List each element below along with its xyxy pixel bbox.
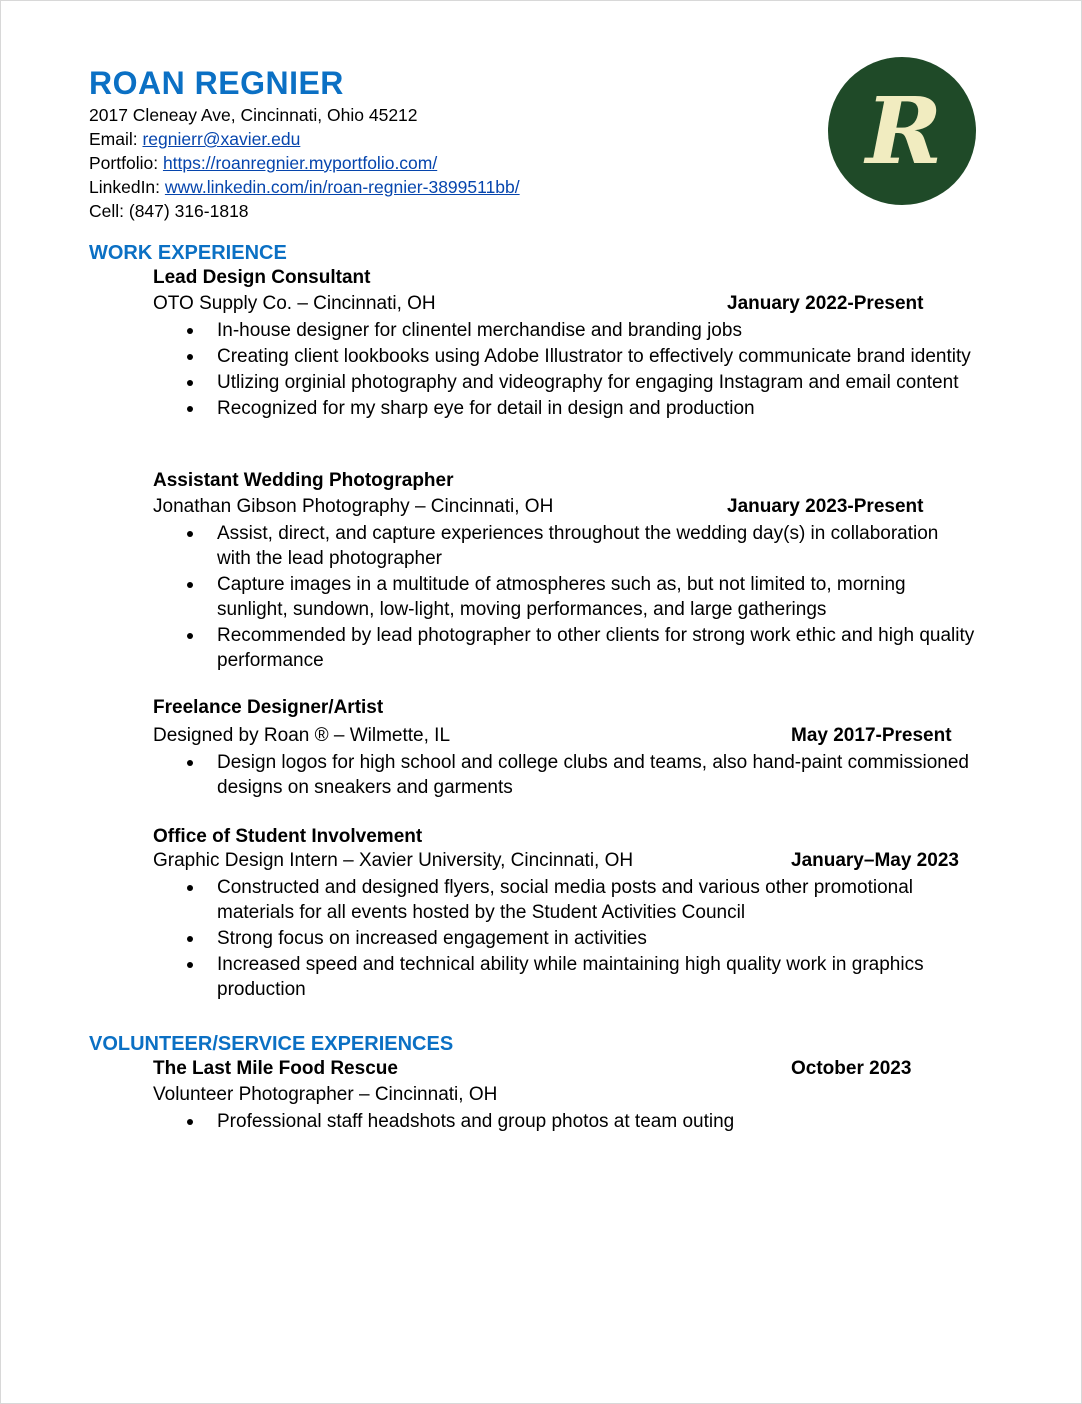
- bullet-item: [153, 875, 977, 925]
- bullet-dot-icon: [187, 531, 193, 537]
- job-org: Designed by Roan ® – Wilmette, IL: [153, 725, 451, 746]
- work-experience-heading: WORK EXPERIENCE: [89, 242, 287, 264]
- bullet-text: Increased speed and technical ability while maintaining high quality work in graphics production: [217, 954, 924, 1000]
- volunteer-org-line: [153, 1083, 983, 1107]
- contact-block: [89, 103, 520, 223]
- bullet-item: [153, 623, 977, 673]
- job-entry: [153, 825, 983, 1003]
- job-org: OTO Supply Co. – Cincinnati, OH: [153, 293, 436, 314]
- bullet-item: [153, 396, 977, 421]
- bullet-text: Creating client lookbooks using Adobe Illustrator to effectively communicate brand identity: [217, 346, 971, 367]
- linkedin-line: [89, 175, 520, 199]
- job-title: Lead Design Consultant: [153, 267, 371, 288]
- personal-logo: [828, 57, 976, 205]
- job-org-line: [153, 292, 983, 316]
- job-date: May 2017-Present: [791, 725, 952, 746]
- portfolio-link[interactable]: https://roanregnier.myportfolio.com/: [162, 153, 438, 173]
- bullet-item: [153, 370, 977, 395]
- job-org: Graphic Design Intern – Xavier University, Cincinnati, OH: [153, 850, 634, 871]
- linkedin-label: LinkedIn:: [89, 177, 165, 197]
- address: 2017 Cleneay Ave, Cincinnati, Ohio 45212: [89, 105, 418, 125]
- bullet-dot-icon: [187, 633, 193, 639]
- bullet-item: [153, 926, 977, 951]
- job-bullets: [153, 318, 983, 421]
- volunteer-entry: [153, 1057, 983, 1135]
- volunteer-org: Volunteer Photographer – Cincinnati, OH: [153, 1084, 498, 1105]
- job-org-line: [153, 849, 983, 873]
- job-bullets: [153, 875, 983, 1002]
- job-title: Freelance Designer/Artist: [153, 697, 384, 718]
- bullet-text: Recognized for my sharp eye for detail in design and production: [217, 398, 755, 419]
- volunteer-title-line: [153, 1057, 983, 1081]
- bullet-text: Constructed and designed flyers, social media posts and various other promotional materials for all events hosted by the Student Activities Council: [217, 877, 913, 923]
- volunteer-heading: VOLUNTEER/SERVICE EXPERIENCES: [89, 1033, 454, 1055]
- bullet-dot-icon: [187, 582, 193, 588]
- job-org: Jonathan Gibson Photography – Cincinnati, OH: [153, 496, 554, 517]
- bullet-dot-icon: [187, 328, 193, 334]
- bullet-item: [153, 1109, 977, 1134]
- bullet-text: Assist, direct, and capture experiences throughout the wedding day(s) in collaboration with the lead photographer: [217, 523, 939, 569]
- cell-phone: Cell: (847) 316-1818: [89, 201, 249, 221]
- job-org-line: [153, 724, 983, 748]
- bullet-item: [153, 750, 977, 800]
- bullet-item: [153, 318, 977, 343]
- bullet-dot-icon: [187, 354, 193, 360]
- job-bullets: [153, 750, 983, 800]
- volunteer-date: October 2023: [791, 1058, 912, 1079]
- bullet-text: Capture images in a multitude of atmospheres such as, but not limited to, morning sunlight, sundown, low-light, moving performances, and large gatherings: [217, 574, 906, 620]
- bullet-item: [153, 521, 977, 571]
- bullet-text: Utlizing orginial photography and videography for engaging Instagram and email content: [217, 372, 959, 393]
- email-label: Email:: [89, 129, 143, 149]
- bullet-dot-icon: [187, 885, 193, 891]
- bullet-dot-icon: [187, 380, 193, 386]
- job-date: January 2022-Present: [727, 293, 924, 314]
- bullet-text: Strong focus on increased engagement in activities: [217, 928, 647, 949]
- job-bullets: [153, 521, 983, 673]
- job-date: January–May 2023: [791, 850, 959, 871]
- linkedin-link[interactable]: www.linkedin.com/in/roan-regnier-3899511bb/: [164, 177, 520, 197]
- portfolio-line: [89, 151, 520, 175]
- job-entry: [153, 266, 983, 422]
- bullet-dot-icon: [187, 760, 193, 766]
- bullet-item: [153, 952, 977, 1002]
- job-org-line: [153, 495, 983, 519]
- bullet-dot-icon: [187, 936, 193, 942]
- logo-letter: R: [865, 77, 943, 185]
- job-entry: [153, 469, 983, 674]
- email-line: [89, 127, 520, 151]
- volunteer-bullets: [153, 1109, 983, 1134]
- bullet-item: [153, 344, 977, 369]
- bullet-text: Design logos for high school and college clubs and teams, also hand-paint commissioned designs on sneakers and garments: [217, 752, 969, 798]
- job-date: January 2023-Present: [727, 496, 924, 517]
- bullet-text: In-house designer for clinentel merchandise and branding jobs: [217, 320, 742, 341]
- email-link[interactable]: regnierr@xavier.edu: [142, 129, 301, 149]
- portfolio-label: Portfolio:: [89, 153, 163, 173]
- bullet-item: [153, 572, 977, 622]
- r-monogram-icon: [828, 57, 976, 205]
- job-title: Office of Student Involvement: [153, 826, 423, 847]
- bullet-text: Professional staff headshots and group photos at team outing: [217, 1111, 735, 1132]
- bullet-dot-icon: [187, 1119, 193, 1125]
- candidate-name: ROAN REGNIER: [89, 65, 344, 101]
- bullet-text: Recommended by lead photographer to other clients for strong work ethic and high quality performance: [217, 625, 975, 671]
- job-entry: [153, 696, 983, 801]
- bullet-dot-icon: [187, 406, 193, 412]
- job-title: Assistant Wedding Photographer: [153, 470, 454, 491]
- volunteer-title: The Last Mile Food Rescue: [153, 1058, 398, 1079]
- bullet-dot-icon: [187, 962, 193, 968]
